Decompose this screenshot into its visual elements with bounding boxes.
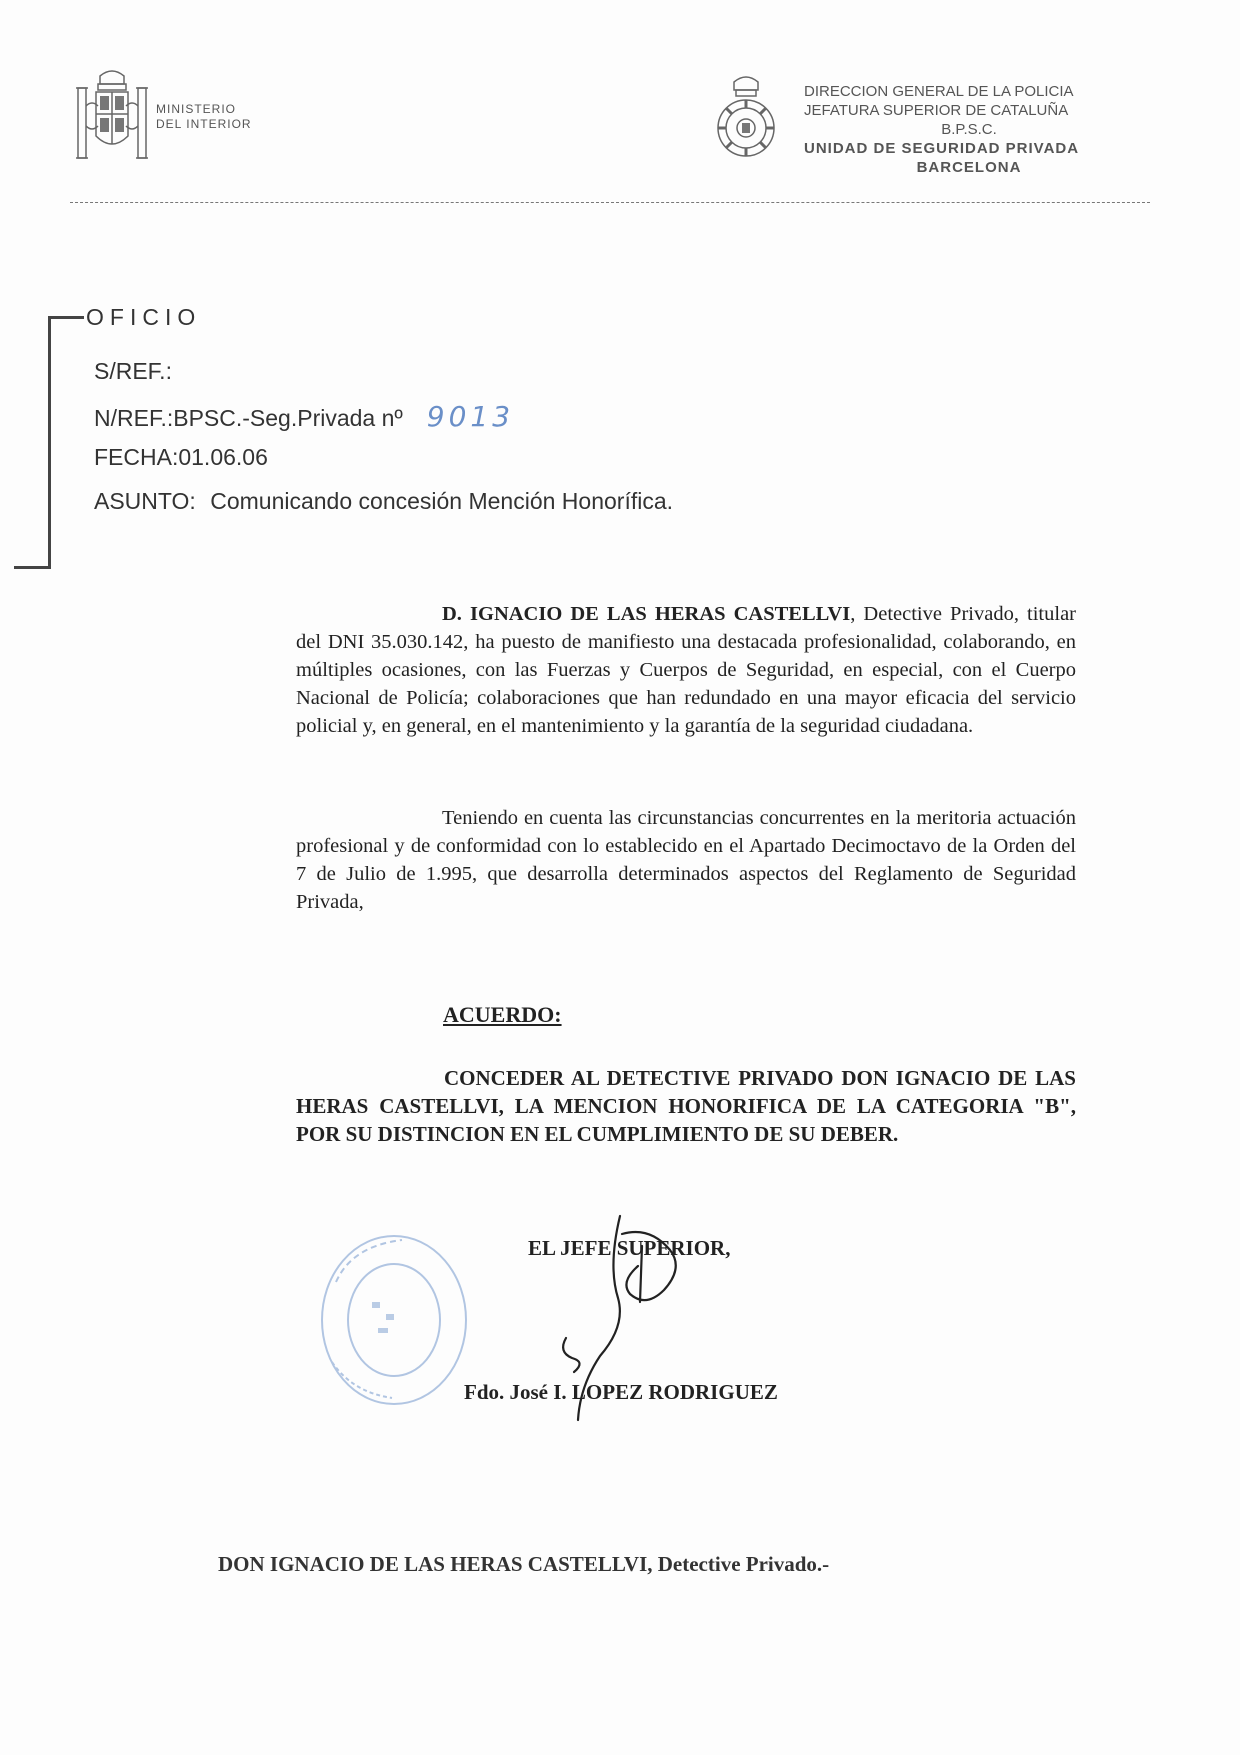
p1-text: , Detective Privado, titular del DNI 35.030.142, ha puesto de manifiesto una destacada profesionalidad, colaborando, en múltiples ocasiones, con las Fuerzas y Cuerpos de Seguridad, en especial, con el Cuerpo Nacional de Policía; colaboraciones que han redundado en una mayor eficacia del servicio policial y, en general, en el mantenimiento y la garantía de la seguridad ciudadana. bbox=[296, 603, 1076, 737]
nref-label: N/REF.:BPSC.-Seg.Privada nº bbox=[94, 405, 403, 431]
fecha-line: FECHA:01.06.06 bbox=[94, 444, 268, 470]
spain-coat-of-arms-icon bbox=[72, 66, 152, 170]
asunto-line bbox=[94, 488, 673, 515]
police-line-3: B.P.S.C. bbox=[941, 121, 997, 138]
header-divider bbox=[70, 202, 1150, 203]
paragraph-1 bbox=[296, 600, 1076, 740]
ministry-name bbox=[156, 102, 252, 132]
nref-line bbox=[94, 400, 514, 433]
asunto-value: Comunicando concesión Mención Honorífica. bbox=[210, 488, 674, 514]
oficio-title: OFICIO bbox=[86, 304, 202, 330]
asunto-label: ASUNTO: bbox=[94, 488, 196, 514]
concede-paragraph bbox=[296, 1064, 1076, 1148]
police-line-5: BARCELONA bbox=[916, 159, 1022, 176]
paragraph-2 bbox=[296, 804, 1076, 916]
police-header bbox=[804, 82, 1134, 177]
concede-text: CONCEDER AL DETECTIVE PRIVADO DON IGNACIO DE LAS HERAS CASTELLVI, LA MENCION HONORIFICA DE LA CATEGORIA "B", POR SU DISTINCION EN EL CUMPLIMIENTO DE SU DEBER. bbox=[296, 1066, 1076, 1146]
sref-line: S/REF.: bbox=[94, 358, 172, 384]
ministry-line-1: MINISTERIO bbox=[156, 102, 237, 116]
oficio-bracket bbox=[48, 316, 87, 568]
official-stamp-icon bbox=[312, 1222, 472, 1412]
nref-handwritten-number: 9013 bbox=[426, 400, 515, 433]
p2-text: Teniendo en cuenta las circunstancias concurrentes en la meritoria actuación profesional y de conformidad con lo establecido en el Apartado Decimoctavo de la Orden del 7 de Julio de 1.995, que desarrolla determinados aspectos del Reglamento de Seguridad Privada, bbox=[296, 807, 1076, 913]
p1-name: D. IGNACIO DE LAS HERAS CASTELLVI bbox=[442, 603, 851, 625]
police-line-4: UNIDAD DE SEGURIDAD PRIVADA bbox=[804, 140, 1080, 157]
oficio-bracket-bottom bbox=[14, 566, 51, 569]
acuerdo-heading: ACUERDO: bbox=[443, 1002, 562, 1027]
signatory-title: EL JEFE SUPERIOR, bbox=[528, 1236, 731, 1260]
oficio-bracket-top bbox=[48, 316, 84, 319]
police-badge-icon bbox=[714, 72, 778, 164]
recipient-line: DON IGNACIO DE LAS HERAS CASTELLVI, Detective Privado.- bbox=[218, 1552, 830, 1576]
police-line-2: JEFATURA SUPERIOR DE CATALUÑA bbox=[804, 102, 1069, 119]
police-line-1: DIRECCION GENERAL DE LA POLICIA bbox=[804, 83, 1074, 100]
ministry-line-2: DEL INTERIOR bbox=[156, 117, 252, 131]
signatory-name: Fdo. José I. LOPEZ RODRIGUEZ bbox=[464, 1380, 778, 1404]
